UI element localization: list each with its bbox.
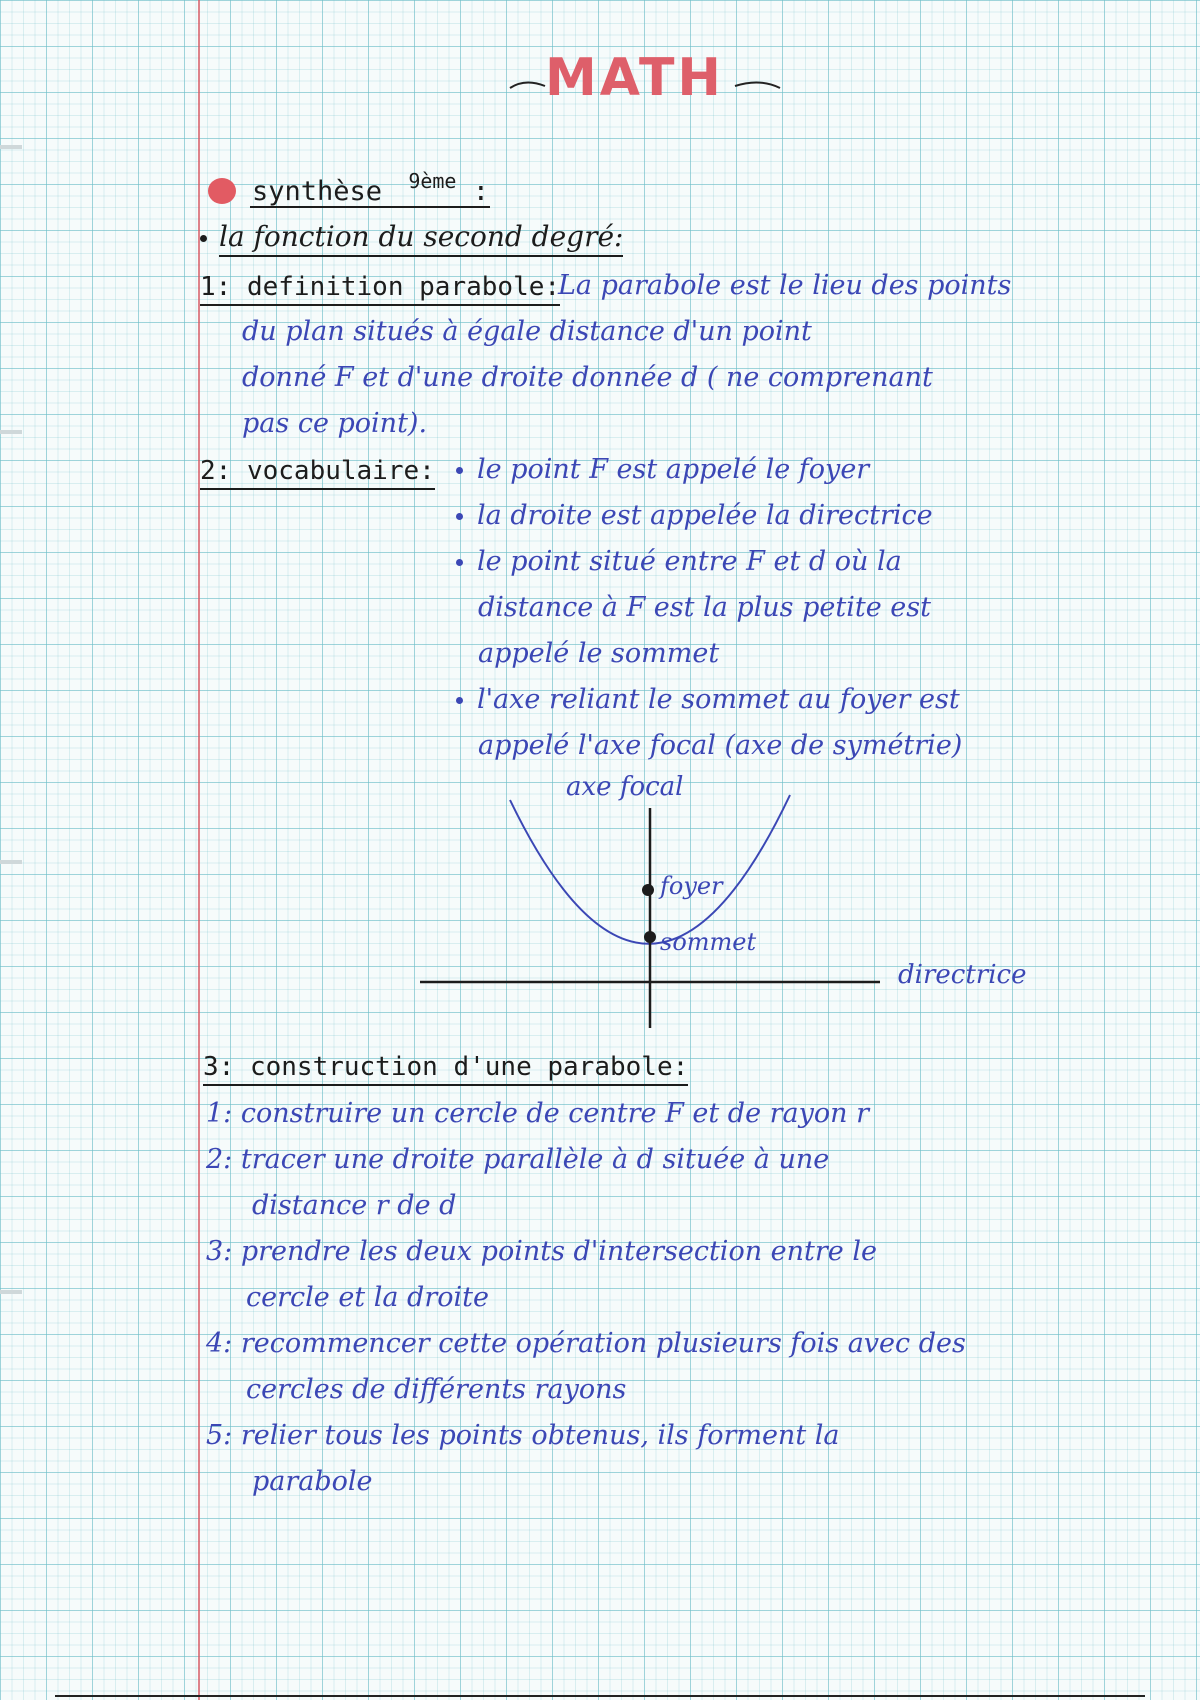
directrix-label: directrice	[898, 960, 1027, 990]
vocab-item-cont: distance à F est la plus petite est	[478, 592, 931, 623]
vocab-item-cont: appelé l'axe focal (axe de symétrie)	[478, 730, 963, 761]
focus-point	[642, 884, 654, 896]
section2-heading: 2: vocabulaire:	[200, 456, 435, 486]
parabola-curve	[510, 795, 790, 944]
axis-focal-label: axe focal	[566, 772, 684, 802]
binder-hole	[0, 1290, 22, 1294]
bottom-rule	[55, 1695, 1145, 1697]
vertex-point	[644, 931, 656, 943]
construction-step-cont: cercle et la droite	[246, 1282, 489, 1313]
grade-label: 9ème	[408, 169, 457, 193]
vertex-label: sommet	[660, 928, 757, 956]
vocab-item: l'axe reliant le sommet au foyer est	[456, 684, 960, 715]
construction-step-cont: cercles de différents rayons	[246, 1374, 627, 1405]
vocab-item-cont: appelé le sommet	[478, 638, 720, 669]
construction-step-cont: distance r de d	[252, 1190, 457, 1221]
vocab-item: le point situé entre F et d où la	[456, 546, 902, 577]
construction-step-cont: parabole	[252, 1466, 373, 1497]
bullet-marker	[208, 178, 236, 204]
section1-line: donné F et d'une droite donnée d ( ne comprenant	[242, 362, 933, 393]
margin-line	[198, 0, 200, 1700]
binder-hole	[0, 145, 22, 149]
construction-step: 3: prendre les deux points d'intersection entre le	[206, 1236, 877, 1267]
section3-heading: 3: construction d'une parabole:	[203, 1052, 688, 1082]
page-title: MATH	[545, 48, 724, 108]
binder-hole	[0, 430, 22, 434]
synthese-underline	[250, 206, 490, 208]
section1-line: pas ce point).	[242, 408, 428, 439]
construction-step: 4: recommencer cette opération plusieurs fois avec des	[206, 1328, 966, 1359]
section1-heading: 1: definition parabole:	[200, 272, 560, 302]
construction-step: 2: tracer une droite parallèle à d située à une	[206, 1144, 830, 1175]
vocab-item: le point F est appelé le foyer	[456, 454, 869, 485]
binder-hole	[0, 860, 22, 864]
synthese-label: synthèse $^{9ème}$ :	[252, 169, 490, 207]
focus-label: foyer	[660, 872, 723, 900]
construction-step: 5: relier tous les points obtenus, ils forment la	[206, 1420, 840, 1451]
section1-line: La parabole est le lieu des points	[558, 270, 1012, 301]
vocab-item: la droite est appelée la directrice	[456, 500, 933, 531]
section1-line: du plan situés à égale distance d'un point	[242, 316, 812, 347]
topic-heading: la fonction du second degré:	[200, 220, 623, 253]
construction-step: 1: construire un cercle de centre F et de rayon r	[206, 1098, 870, 1129]
